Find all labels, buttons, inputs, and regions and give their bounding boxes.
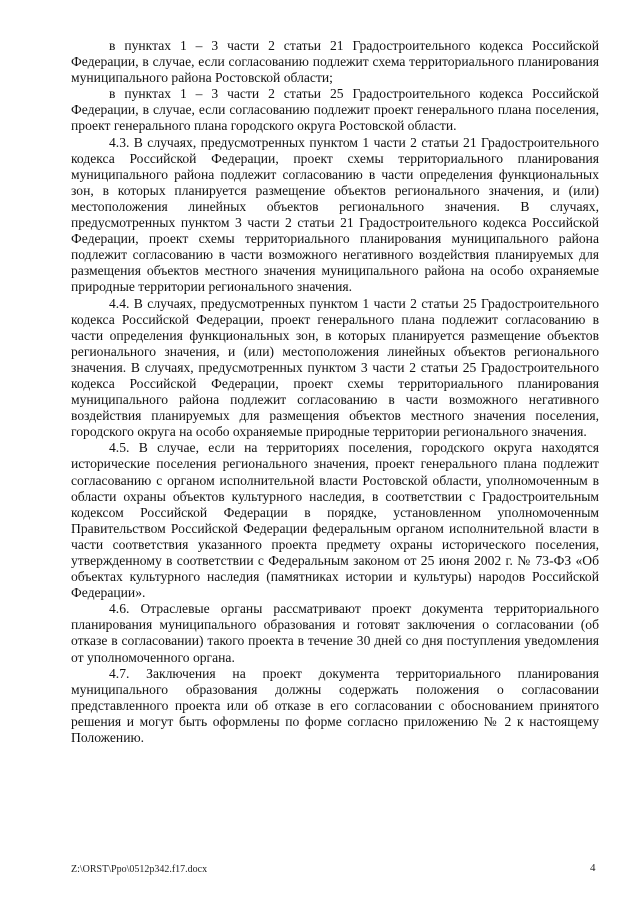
- paragraph-4-3: 4.3. В случаях, предусмотренных пунктом 1 части 2 статьи 21 Градостроительного кодекса Российской Федерации, проект схемы территориального планирования муниципального района подлежит согласованию в части определения функциональных зон, в которых планируется размещение объектов регионального значения, и (или) местоположения линейных объектов регионального значения. В случаях, предусмотренных пунктом 3 части 2 статьи 21 Градостроительного кодекса Российской Федерации, проект схемы территориального планирования муниципального района подлежит согласованию в части возможного негативного воздействия планируемых для размещения объектов местного значения муниципального района на особо охраняемые природные территории регионального значения.: [71, 134, 599, 295]
- paragraph-article-21: в пунктах 1 – 3 части 2 статьи 21 Градостроительного кодекса Российской Федерации, в случае, если согласованию подлежит схема территориального планирования муниципального района Ростовской области;: [71, 38, 599, 86]
- footer-page-number: 4: [590, 862, 596, 874]
- footer-file-path: Z:\ORST\Ppo\0512p342.f17.docx: [71, 864, 208, 875]
- paragraph-4-6: 4.6. Отраслевые органы рассматривают проект документа территориального планирования муниципального образования и готовят заключения о согласовании (об отказе в согласовании) такого проекта в течение 30 дней со дня поступления уведомления от уполномоченного органа.: [71, 601, 599, 665]
- document-body: [71, 38, 599, 746]
- paragraph-4-7: 4.7. Заключения на проект документа территориального планирования муниципального образования должны содержать положения о согласовании представленного проекта или об отказе в его согласовании с обоснованием принятого решения и могут быть оформлены по форме согласно приложению № 2 к настоящему Положению.: [71, 665, 599, 746]
- paragraph-4-5: 4.5. В случае, если на территориях поселения, городского округа находятся исторические поселения регионального значения, проект генерального плана подлежит согласованию с органом исполнительной власти Ростовской области, уполномоченным в области охраны объектов культурного наследия, в соответствии с Градостроительным кодексом Российской Федерации в порядке, установленном уполномоченным Правительством Российской Федерации федеральным органом исполнительной власти в части соответствия указанного проекта предмету охраны исторического поселения, утвержденному в соответствии с Федеральным законом от 25 июня 2002 г. № 73-ФЗ «Об объектах культурного наследия (памятниках истории и культуры) народов Российской Федерации».: [71, 440, 599, 601]
- paragraph-4-4: 4.4. В случаях, предусмотренных пунктом 1 части 2 статьи 25 Градостроительного кодекса Российской Федерации, проект генерального плана подлежит согласованию в части определения функциональных зон, в которых планируется размещение объектов регионального значения, и (или) местоположения линейных объектов регионального значения. В случаях, предусмотренных пунктом 3 части 2 статьи 25 Градостроительного кодекса Российской Федерации, проект схемы территориального планирования муниципального района подлежит согласованию в части возможного негативного воздействия планируемых для размещения объектов местного значения поселения, городского округа на особо охраняемые природные территории регионального значения.: [71, 295, 599, 440]
- paragraph-article-25: в пунктах 1 – 3 части 2 статьи 25 Градостроительного кодекса Российской Федерации, в случае, если согласованию подлежит проект генерального плана поселения, проект генерального плана городского округа Ростовской области.: [71, 86, 599, 134]
